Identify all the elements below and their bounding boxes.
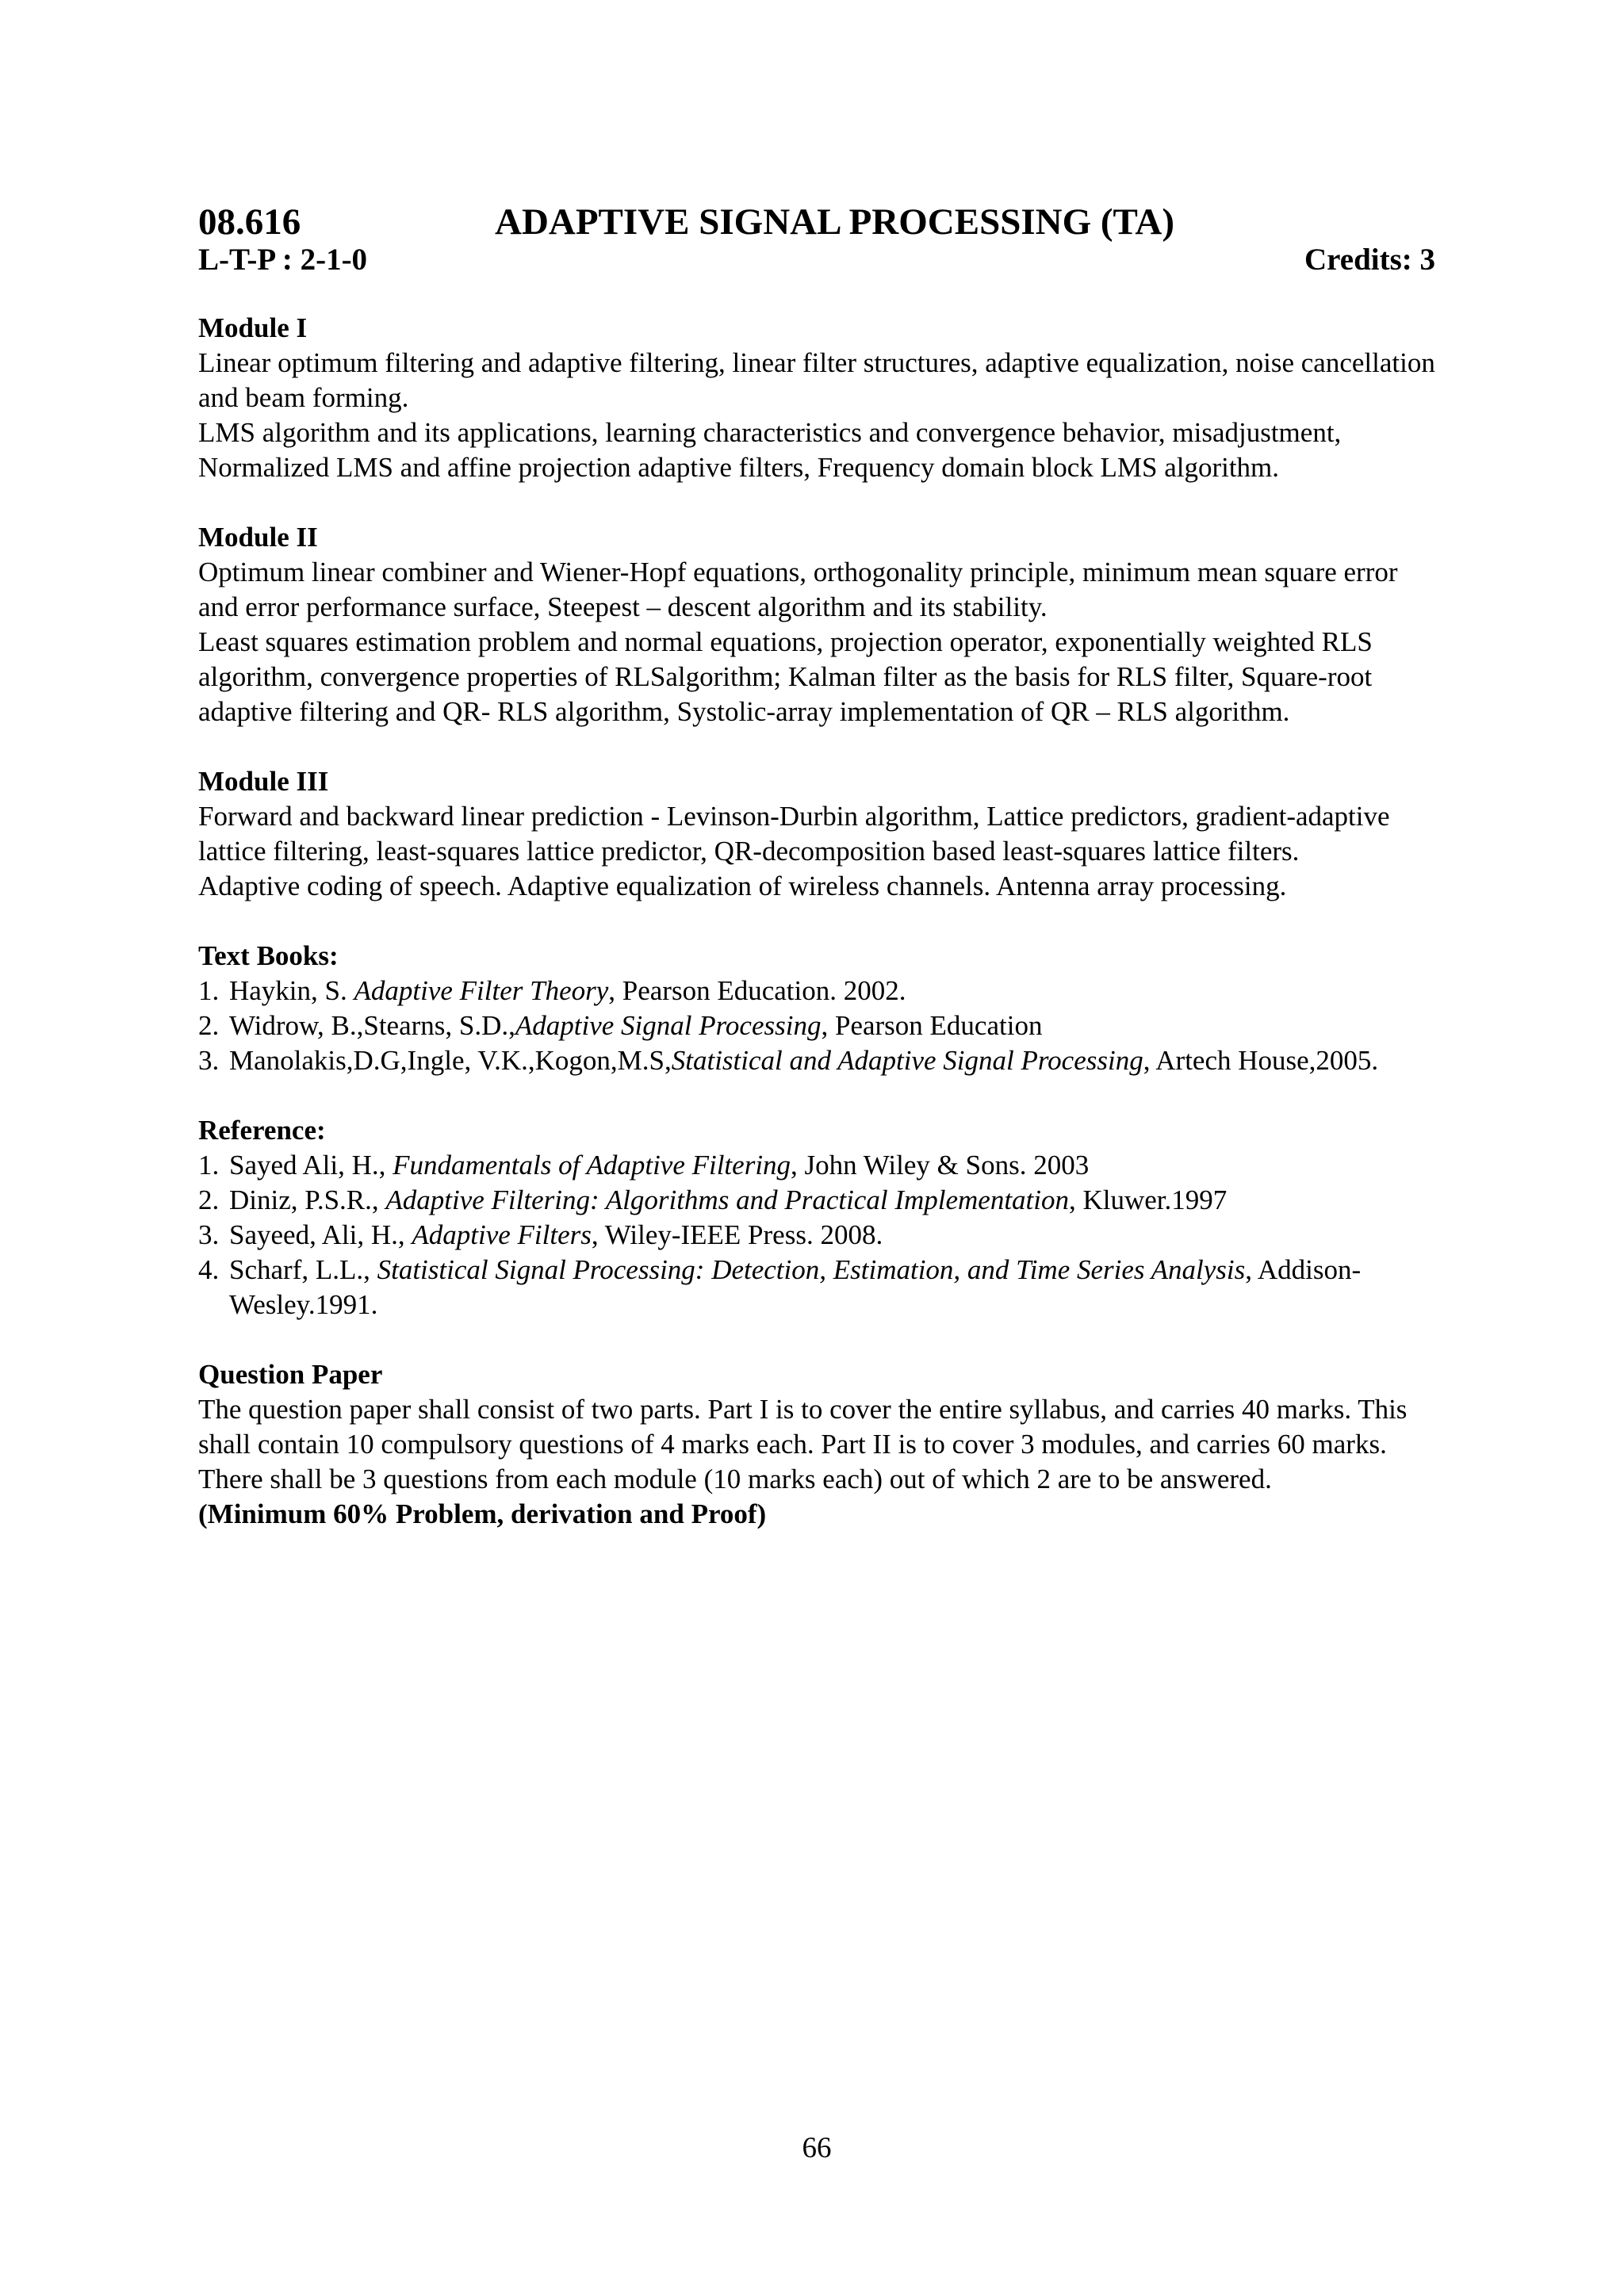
module-paragraph: Linear optimum filtering and adaptive filtering, linear filter structures, adaptive equalization, noise cancellation and beam forming. <box>198 347 1435 413</box>
reference-author: Diniz, P.S.R., <box>229 1184 386 1215</box>
book-author: Manolakis,D.G,Ingle, V.K.,Kogon,M.S, <box>229 1045 672 1076</box>
module-heading: Module III <box>198 766 329 797</box>
course-code: 08.616 <box>198 201 301 243</box>
item-number: 3. <box>198 1045 220 1076</box>
book-title: Adaptive Signal Processing <box>515 1010 822 1041</box>
reference-title: Statistical Signal Processing: Detection, Estimation, and Time Series Analysis <box>377 1254 1246 1285</box>
question-paper-text: The question paper shall consist of two parts. Part I is to cover the entire syllabus, and carries 40 marks. This shall contain 10 compulsory questions of 4 marks each. Part II is to cover 3 modules, and carries 60 marks. There shall be 3 questions from each module (10 marks each) out of which 2 are to be answered. <box>198 1394 1408 1494</box>
reference-author: Sayeed, Ali, H., <box>229 1219 412 1250</box>
module-paragraph: Adaptive coding of speech. Adaptive equalization of wireless channels. Antenna array processing. <box>198 871 1287 901</box>
reference-publisher: , John Wiley & Sons. 2003 <box>791 1150 1090 1181</box>
reference-publisher: , Wiley-IEEE Press. 2008. <box>591 1219 883 1250</box>
text-books-section <box>198 939 1435 1078</box>
book-publisher: , Pearson Education. 2002. <box>608 975 906 1006</box>
item-number: 2. <box>198 1184 220 1215</box>
book-item <box>198 974 1435 1008</box>
reference-author: Scharf, L.L., <box>229 1254 377 1285</box>
reference-title: Fundamentals of Adaptive Filtering <box>393 1150 791 1181</box>
module-heading: Module II <box>198 522 318 553</box>
document-page <box>198 0 1435 2296</box>
text-books-list <box>198 974 1435 1078</box>
book-item <box>198 1008 1435 1043</box>
book-item <box>198 1043 1435 1078</box>
credits-label: Credits: 3 <box>1304 243 1435 277</box>
reference-section <box>198 1113 1435 1322</box>
reference-publisher: , Kluwer.1997 <box>1069 1184 1228 1215</box>
item-number: 1. <box>198 975 220 1006</box>
book-publisher: , Artech House,2005. <box>1143 1045 1379 1076</box>
reference-list <box>198 1148 1435 1322</box>
question-paper-note: (Minimum 60% Problem, derivation and Proof) <box>198 1498 767 1529</box>
reference-item <box>198 1218 1435 1253</box>
item-number: 1. <box>198 1150 220 1181</box>
page-number: 66 <box>802 2132 832 2164</box>
reference-author: Sayed Ali, H., <box>229 1150 393 1181</box>
syllabus-body <box>198 311 1435 1567</box>
module-heading: Module I <box>198 312 308 343</box>
question-paper-section <box>198 1357 1435 1532</box>
reference-publisher: , Addison- Wesley.1991. <box>229 1254 1362 1320</box>
module-2 <box>198 520 1435 729</box>
book-title: Adaptive Filter Theory <box>354 975 609 1006</box>
book-publisher: , Pearson Education <box>821 1010 1043 1041</box>
question-paper-heading: Question Paper <box>198 1359 383 1390</box>
reference-heading: Reference: <box>198 1115 326 1146</box>
reference-title: Adaptive Filters <box>412 1219 592 1250</box>
module-paragraph: LMS algorithm and its applications, learning characteristics and convergence behavior, misadjustment, Normalized LMS and affine projection adaptive filters, Frequency domain block LMS algorithm. <box>198 417 1342 483</box>
book-author: Haykin, S. <box>229 975 354 1006</box>
reference-title: Adaptive Filtering: Algorithms and Practical Implementation <box>385 1184 1069 1215</box>
reference-item <box>198 1253 1435 1322</box>
course-title: ADAPTIVE SIGNAL PROCESSING (TA) <box>495 201 1175 243</box>
book-author: Widrow, B.,Stearns, S.D., <box>229 1010 515 1041</box>
module-1 <box>198 311 1435 485</box>
ltp-label: L-T-P : 2-1-0 <box>198 243 368 277</box>
item-number: 2. <box>198 1010 220 1041</box>
module-paragraph: Least squares estimation problem and normal equations, projection operator, exponentially weighted RLS algorithm, convergence properties of RLSalgorithm; Kalman filter as the basis for RLS filter, Square-root adaptive filtering and QR- RLS algorithm, Systolic-array implementation of QR – RLS algorithm. <box>198 626 1373 727</box>
module-paragraph: Forward and backward linear prediction - Levinson-Durbin algorithm, Lattice predictors, gradient-adaptive lattice filtering, least-squares lattice predictor, QR-decomposition based least-squares lattice filters. <box>198 801 1390 867</box>
module-paragraph: Optimum linear combiner and Wiener-Hopf equations, orthogonality principle, minimum mean square error and error performance surface, Steepest – descent algorithm and its stability. <box>198 557 1398 622</box>
book-title: Statistical and Adaptive Signal Processing <box>671 1045 1143 1076</box>
text-books-heading: Text Books: <box>198 940 339 971</box>
module-3 <box>198 764 1435 904</box>
item-number: 3. <box>198 1219 220 1250</box>
reference-item <box>198 1148 1435 1183</box>
item-number: 4. <box>198 1254 220 1285</box>
reference-item <box>198 1183 1435 1218</box>
